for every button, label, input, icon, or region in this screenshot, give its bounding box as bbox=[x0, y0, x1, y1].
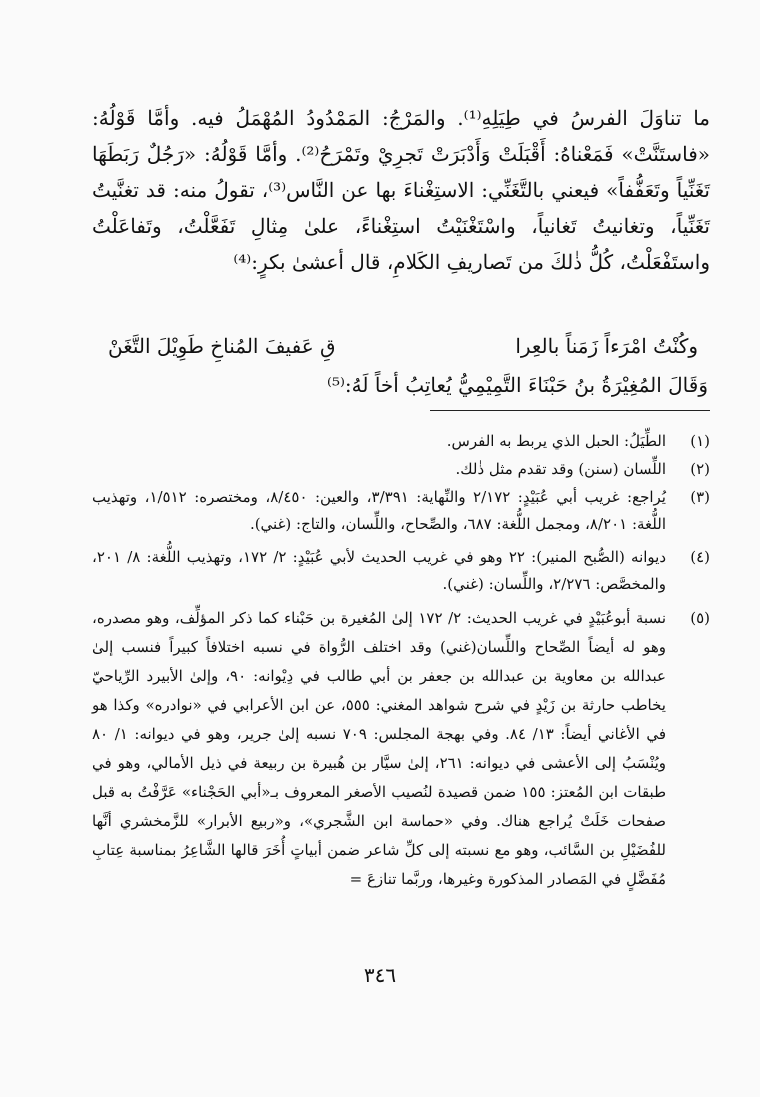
footnote-text: يُراجع: غريب أبي عُبَيْدٍ: ٢/١٧٢ والنِّهاية: ٣/٣٩١، والعين: ٨/٤٥٠، ومختصره: ١/٥١٢، وتهذيب اللُّغة: ٨/٢٠١، ومجمل اللُّغة: ٦٨٧، والصِّحاح، واللِّسان، والتاج: (غني). bbox=[92, 488, 666, 533]
footnote-text: اللِّسان (سنن) وقد تقدم مثل ذٰلك. bbox=[455, 460, 666, 478]
footnote-text: الطِّيَلُ: الحبل الذي يربط به الفرس. bbox=[446, 432, 666, 450]
main-text-block bbox=[92, 100, 710, 280]
footnote-divider bbox=[430, 410, 710, 411]
main-paragraph: ما تناوَلَ الفرسُ في طِيَلِهِ⁽¹⁾. والمَرْجُ: المَمْدُودُ المُهْمَلُ فيه. وأمَّا قَوْلُهُ: «فاستَنَّتْ» فَمَعْناهُ: أَقْبَلَتْ وَأَدْبَرَتْ تَجرِيْ وتَمْرَحُ⁽²⁾. وأمَّا قَوْلُهُ: «رَجُلٌ رَبَطَهَا تَغَنِّياً وتَعَفُّفاً» فيعني بالتَّغَنِّي: الاستِغْناءَ بها عن النَّاس⁽³⁾، تقولُ منه: قد تغنَّيتُ تَغَنِّياً، وتغانيتُ تَغانياً، واسْتَغْنَيْتُ استِغْناءً، علىٰ مِثالِ تَفَعَّلْتُ، وتَفاعَلْتُ واستَفْعَلْتُ، كُلُّ ذٰلكَ من تَصاريفِ الكَلامِ، قال أعشىٰ بكرٍ:⁽⁴⁾ bbox=[92, 106, 711, 274]
footnote-5 bbox=[92, 604, 710, 894]
footnote-number: (٢) bbox=[690, 460, 710, 478]
footnote-number: (٣) bbox=[690, 488, 710, 506]
poetry-verse bbox=[108, 334, 698, 364]
footnote-number: (٥) bbox=[690, 609, 710, 627]
verse-intro-line: وَقَالَ المُغِيْرَةُ بنُ حَبْنَاءَ التَّمِيْمِيُّ يُعاتِبُ أخاً لَهُ:⁽⁵⁾ bbox=[327, 373, 708, 397]
footnote-1 bbox=[92, 428, 710, 454]
footnote-number: (٤) bbox=[690, 548, 710, 566]
verse-first-hemistich: وكُنْتُ امْرَءاً زَمَناً بالعِرا bbox=[515, 334, 698, 358]
page-number: ٣٤٦ bbox=[363, 963, 397, 987]
footnote-number: (١) bbox=[690, 432, 710, 450]
footnote-2 bbox=[92, 456, 710, 482]
footnote-text: ديوانه (الصُّبح المنير): ٢٢ وهو في غريب الحديث لأبي عُبَيْدٍ: ٢/ ١٧٢، وتهذيب اللُّغة: ٨/ ٢٠١، والمخصَّص: ٢/٢٧٦، واللِّسان: (غني). bbox=[92, 548, 667, 593]
footnotes bbox=[92, 428, 710, 900]
footnote-3 bbox=[92, 484, 710, 538]
footnote-4 bbox=[92, 544, 710, 598]
footnote-text: نسبة أبوعُبَيْدٍ في غريب الحديث: ٢/ ١٧٢ إلىٰ المُغيرة بن حَبْناء كما ذكر المؤلِّف، وهو مصدره، وهو له أيضاً الصِّحاح واللِّسان(غني) وقد اختلف الرُّواة في نسبه اختلافاً كبيراً فنسب إلىٰ عبدالله بن معاوية بن عبدالله بن جعفر بن أبي طالب في دِيْوانه: ٩٠، وإلىٰ الأبيرد الرِّياحيّ يخاطب حارثة بن زَيْدٍ في شرح شواهد المغني: ٥٥٥، عن ابن الأعرابي في «نوادره» وكذا هو في الأغاني أيضاً: ١٣/ ٨٤. وفي بهجة المجلس: ٧٠٩ نسبه إلىٰ جرير، وهو في ديوانه: ١/ ٨٠ ويُنْسَبُ إلى الأعشى في ديوانه: ٢٦١، إلىٰ سيَّار بن هُبيرة بن ربيعة في ذيل الأمالي، وهو في طبقات ابن المُعتز: ١٥٥ ضمن قصيدة لنُصيب الأصغر المعروف بـ«أبي الحَجْناء» عَرَّفْتُ به قبل صفحات خَلَتْ يُراجع هناك. وفي «حماسة ابن الشَّجري»، و«ربيع الأبرار» للزَّمخشري أنَّها للفُضَيْلِ بن السَّائب، وهو مع نسبته إلى كلِّ شاعر ضمن أبياتٍ أُخَرَ قالها الشَّاعِرُ بمناسبة عِتابِ مُفَضَّلٍ في المَصادر المذكورة وغيرها، وربَّما تنازعَ = bbox=[92, 609, 667, 888]
verse-second-hemistich: قِ عَفيفَ المُناخِ طَوِيْلَ التَّغَنْ bbox=[108, 334, 336, 358]
